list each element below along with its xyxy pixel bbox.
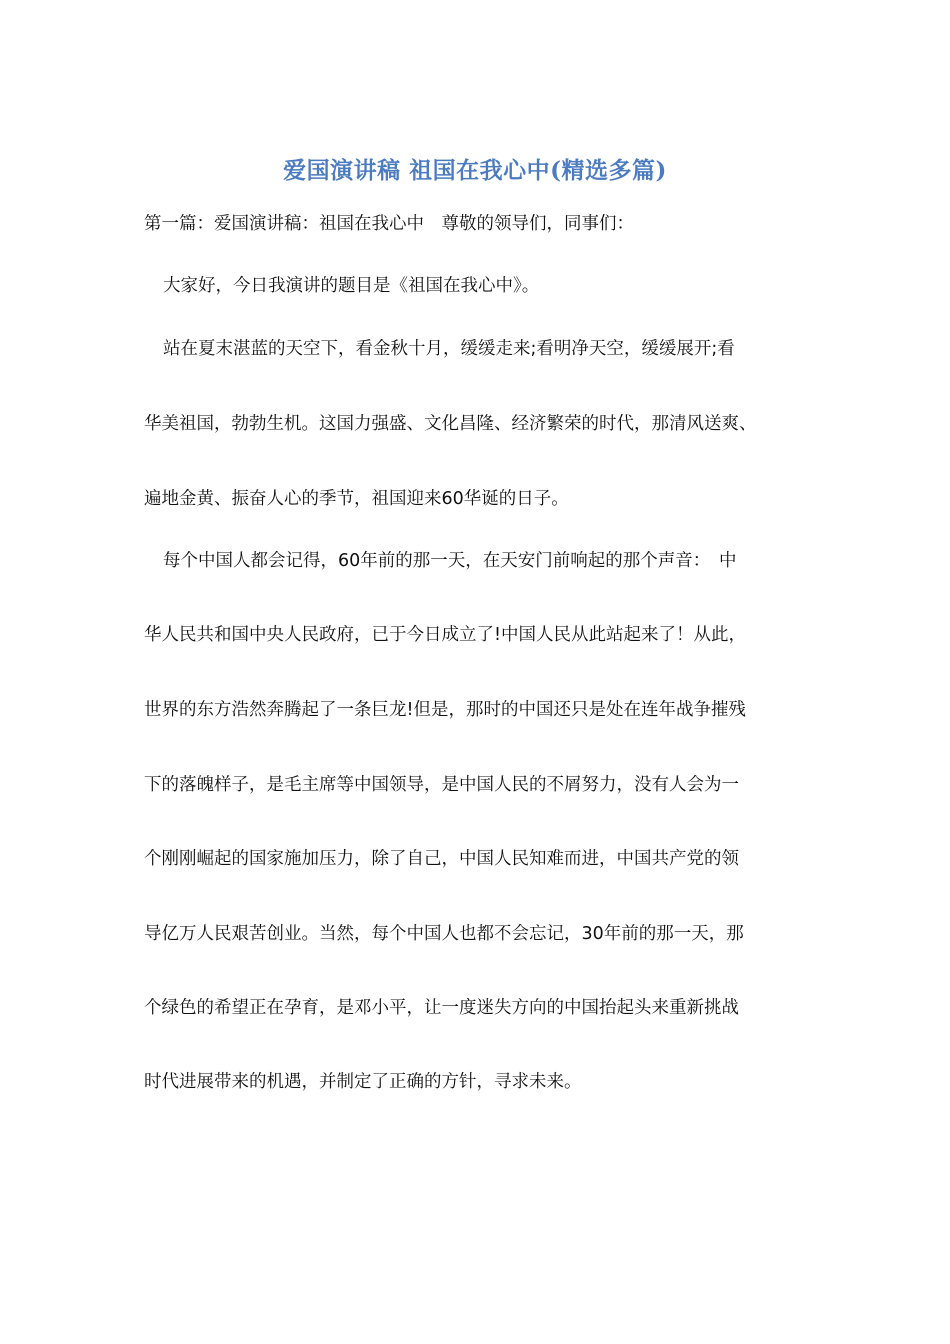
paragraph-line: 导亿万人民艰苦创业。当然，每个中国人也都不会忘记，30年前的那一天，那 — [144, 924, 744, 944]
paragraph-line: 大家好，今日我演讲的题目是《祖国在我心中》。 — [163, 276, 540, 296]
paragraph-line: 华美祖国，勃勃生机。这国力强盛、文化昌隆、经济繁荣的时代，那清风送爽、 — [144, 414, 757, 434]
paragraph-line: 站在夏末湛蓝的天空下，看金秋十月，缓缓走来;看明净天空，缓缓展开;看 — [163, 339, 735, 359]
paragraph-line: 遍地金黄、振奋人心的季节，祖国迎来60华诞的日子。 — [144, 489, 569, 509]
section-heading-line: 第一篇：爱国演讲稿：祖国在我心中 尊敬的领导们，同事们： — [144, 214, 634, 234]
paragraph-line: 每个中国人都会记得，60年前的那一天，在天安门前响起的那个声音： 中 — [163, 551, 737, 571]
paragraph-line: 个刚刚崛起的国家施加压力，除了自己，中国人民知难而进，中国共产党的领 — [144, 849, 739, 869]
paragraph-line: 时代进展带来的机遇，并制定了正确的方针，寻求未来。 — [144, 1072, 582, 1092]
paragraph-line: 世界的东方浩然奔腾起了一条巨龙!但是，那时的中国还只是处在连年战争摧残 — [144, 700, 747, 720]
document-title: 爱国演讲稿 祖国在我心中(精选多篇) — [283, 157, 667, 184]
paragraph-line: 下的落魄样子，是毛主席等中国领导，是中国人民的不屑努力，没有人会为一 — [144, 775, 739, 795]
paragraph-line: 华人民共和国中央人民政府，已于今日成立了!中国人民从此站起来了！从此， — [144, 625, 747, 645]
paragraph-line: 个绿色的希望正在孕育，是邓小平，让一度迷失方向的中国抬起头来重新挑战 — [144, 998, 739, 1018]
